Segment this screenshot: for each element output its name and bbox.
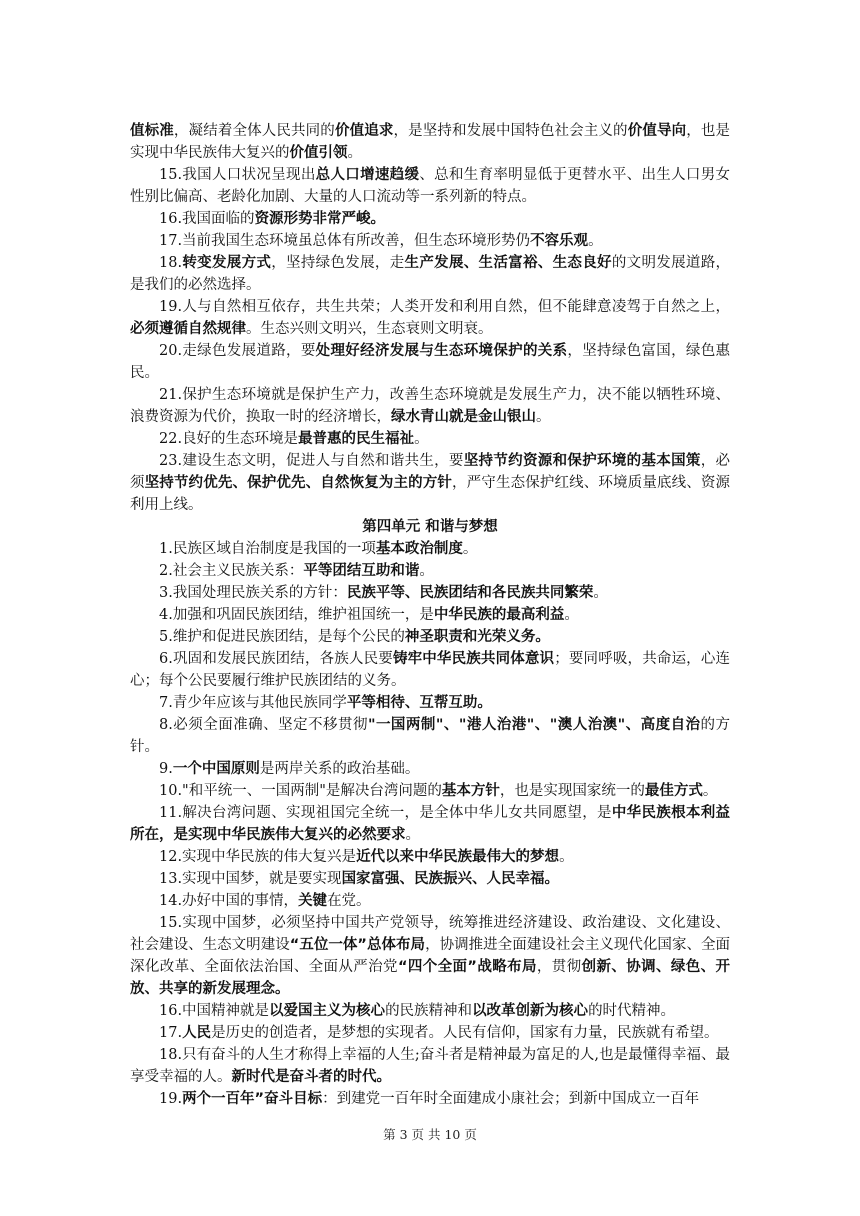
bold-text: 基本政治制度 bbox=[375, 541, 463, 557]
text-run: 22.良好的生态环境是 bbox=[159, 431, 299, 447]
text-run: 15.实现中国梦，必须坚持中国共产党领导，统筹推进经济建设、政治建设、文化建设、社会建设、生态文明建设 bbox=[130, 915, 730, 953]
paragraph bbox=[130, 846, 730, 868]
paragraph bbox=[130, 780, 730, 802]
text-run: ，也是实现中华民族伟大复兴的 bbox=[130, 123, 731, 161]
text-run: 9. bbox=[159, 761, 173, 777]
paragraph bbox=[130, 120, 730, 164]
text-run: 是两岸关系的政治基础。 bbox=[259, 761, 420, 777]
paragraph bbox=[130, 1000, 730, 1022]
text-run: ，严守生态保护红线、环境质量底线、资源利用上线。 bbox=[130, 475, 731, 513]
text-run: 2.社会主义民族关系： bbox=[159, 563, 304, 579]
section-heading bbox=[130, 516, 730, 538]
text-run: 14.办好中国的事情， bbox=[159, 893, 299, 909]
text-run: 16.我国面临的 bbox=[159, 211, 255, 227]
bold-text: 以爱国主义为核心 bbox=[269, 1003, 386, 1019]
text-run: 。 bbox=[564, 607, 579, 623]
text-run: 5.维护和促进民族团结，是每个公民的 bbox=[159, 629, 405, 645]
bold-text: “五位一体”总体布局 bbox=[289, 937, 426, 953]
bold-text: 平等相待、互帮互助。 bbox=[346, 695, 492, 711]
text-run: 18.只有奋斗的人生才称得上幸福的人生;奋斗者是精神最为富足的人,也是最懂得幸福、最享受幸福的人。 bbox=[130, 1047, 730, 1085]
text-run: 。 bbox=[414, 431, 429, 447]
text-run: 4.加强和巩固民族团结，维护祖国统一，是 bbox=[159, 607, 434, 623]
text-run: ，必须 bbox=[130, 453, 731, 491]
text-run: 。 bbox=[588, 233, 603, 249]
text-run: 。 bbox=[593, 585, 608, 601]
paragraph bbox=[130, 890, 730, 912]
bold-text: 坚持节约资源和保护环境的基本国策 bbox=[463, 453, 701, 469]
text-run: 8.必须全面准确、坚定不移贯彻 bbox=[159, 717, 368, 733]
text-run: 19.人与自然相互依存，共生共荣；人类开发和利用自然，但不能肆意凌驾于自然之上， bbox=[159, 299, 730, 315]
paragraph bbox=[130, 648, 730, 692]
bold-text: 基本方针 bbox=[441, 783, 500, 799]
text-run: 是历史的创造者，是梦想的实现者。人民有信仰，国家有力量，民族就有希望。 bbox=[211, 1025, 719, 1041]
paragraph bbox=[130, 560, 730, 582]
bold-text: 最佳方式 bbox=[644, 783, 703, 799]
paragraph bbox=[130, 626, 730, 648]
paragraph bbox=[130, 428, 730, 450]
paragraph bbox=[130, 164, 730, 208]
bold-text: 中华民族的最高利益 bbox=[433, 607, 565, 623]
text-run: ；要同呼吸，共命运，心连心；每个公民要履行维护民族团结的义务。 bbox=[130, 651, 730, 689]
text-run: ，贯彻 bbox=[536, 959, 582, 975]
bold-text: 生产发展、生活富裕、生态良好 bbox=[404, 255, 612, 271]
text-run: ，坚持绿色富国，绿色惠民。 bbox=[130, 343, 731, 381]
text-run: 12.实现中华民族的伟大复兴是 bbox=[159, 849, 357, 865]
bold-text: 不容乐观 bbox=[530, 233, 589, 249]
paragraph bbox=[130, 1022, 730, 1044]
bold-text: 值标准 bbox=[130, 123, 174, 139]
bold-text: 平等团结互助和谐 bbox=[303, 563, 420, 579]
text-run: 。 bbox=[405, 827, 420, 843]
paragraph bbox=[130, 230, 730, 252]
bold-text: 人民 bbox=[182, 1025, 212, 1041]
paragraph bbox=[130, 758, 730, 780]
text-run: 19. bbox=[159, 1091, 183, 1107]
text-run: ，协调推进全面建设社会主义现代化国家、全面深化改革、全面依法治国、全面从严治党 bbox=[130, 937, 731, 975]
text-run: 的民族精神和 bbox=[385, 1003, 473, 1019]
paragraph bbox=[130, 912, 730, 1000]
text-run: ，凝结着全体人民共同的 bbox=[173, 123, 335, 139]
text-run: 。 bbox=[347, 145, 362, 161]
paragraph bbox=[130, 208, 730, 230]
bold-text: 资源形势非常严峻。 bbox=[254, 211, 386, 227]
bold-text: 价值追求 bbox=[334, 123, 394, 139]
paragraph bbox=[130, 582, 730, 604]
text-run: 10."和平统一、一国两制"是解决台湾问题的 bbox=[159, 783, 442, 799]
bold-text: 最普惠的民生福祉 bbox=[298, 431, 415, 447]
text-run: 17. bbox=[159, 1025, 183, 1041]
text-run: 21.保护生态环境就是保护生产力，改善生态环境就是发展生产力，决不能以牺牲环境、浪费资源为代价，换取一时的经济增长， bbox=[130, 387, 730, 425]
bold-text: 绿水青山就是金山银山 bbox=[391, 409, 536, 425]
text-run: ，是坚持和发展中国特色社会主义的 bbox=[393, 123, 628, 139]
bold-text: 新时代是奋斗者的时代。 bbox=[231, 1069, 391, 1085]
paragraph bbox=[130, 604, 730, 626]
text-run: 的时代精神。 bbox=[588, 1003, 676, 1019]
bold-text: 坚持节约优先、保护优先、自然恢复为主的方针 bbox=[144, 475, 453, 491]
document-body bbox=[130, 120, 730, 1110]
text-run: 18. bbox=[159, 255, 183, 271]
text-run: 、总和生育率明显低于更替水平、出生人口男女性别比偏高、老龄化加剧、大量的人口流动等一系列新的特点。 bbox=[130, 167, 731, 205]
bold-text: 价值导向 bbox=[627, 123, 687, 139]
text-run: ：到建党一百年时全面建成小康社会；到新中国成立一百年 bbox=[322, 1091, 700, 1107]
text-run: 11.解决台湾问题、实现祖国完全统一，是全体中华儿女共同愿望，是 bbox=[159, 805, 612, 821]
text-run: 在党。 bbox=[327, 893, 371, 909]
text-run: 6.巩固和发展民族团结，各族人民要 bbox=[159, 651, 393, 667]
text-run: 7.青少年应该与其他民族同学 bbox=[159, 695, 347, 711]
text-run: 3.我国处理民族关系的方针： bbox=[159, 585, 347, 601]
text-run: 的方针。 bbox=[130, 717, 731, 755]
bold-text: 近代以来中华民族最伟大的梦想 bbox=[356, 849, 560, 865]
text-run: 15.我国人口状况呈现出 bbox=[159, 167, 316, 183]
bold-text: 中华民族根本利益所在，是实现中华民族伟大复兴的必然要求 bbox=[130, 805, 731, 843]
text-run: 17.当前我国生态环境虽总体有所改善，但生态环境形势仍 bbox=[159, 233, 531, 249]
paragraph bbox=[130, 450, 730, 516]
paragraph bbox=[130, 868, 730, 890]
paragraph bbox=[130, 384, 730, 428]
text-run: 。 bbox=[462, 541, 478, 557]
text-run: 。 bbox=[536, 409, 551, 425]
bold-text: 神圣职责和光荣义务。 bbox=[404, 629, 550, 645]
paragraph bbox=[130, 692, 730, 714]
bold-text: 创新、协调、绿色、开放、共享的新发展理念。 bbox=[130, 959, 731, 997]
bold-text: "一国两制"、"港人治港"、"澳人治澳"、高度自治 bbox=[367, 717, 701, 733]
paragraph bbox=[130, 538, 730, 560]
text-run: 。生态兴则文明兴，生态衰则文明衰。 bbox=[246, 321, 493, 337]
text-run: 。 bbox=[419, 563, 434, 579]
paragraph bbox=[130, 1044, 730, 1088]
text-run: 13.实现中国梦，就是要实现 bbox=[159, 871, 342, 887]
text-run: 。 bbox=[702, 783, 718, 799]
bold-text: 总人口增速趋缓 bbox=[315, 167, 420, 183]
text-run: 20.走绿色发展道路，要 bbox=[159, 343, 316, 359]
text-run: ，也是实现国家统一的 bbox=[499, 783, 645, 799]
paragraph bbox=[130, 252, 730, 296]
bold-text: 铸牢中华民族共同体意识 bbox=[392, 651, 555, 667]
bold-text: 战略布局 bbox=[476, 959, 537, 975]
bold-text: 价值引领 bbox=[289, 145, 348, 161]
text-run: ，坚持绿色发展，走 bbox=[271, 255, 405, 271]
text-run: 第四单元 和谐与梦想 bbox=[362, 519, 498, 535]
bold-text: 以改革创新为核心 bbox=[472, 1003, 589, 1019]
bold-text: 两个一百年”奋斗目标 bbox=[182, 1091, 323, 1107]
text-run: 16.中国精神就是 bbox=[159, 1003, 270, 1019]
bold-text: 关键 bbox=[298, 893, 328, 909]
text-run: 。 bbox=[559, 849, 574, 865]
paragraph bbox=[130, 296, 730, 340]
paragraph bbox=[130, 340, 730, 384]
paragraph bbox=[130, 1088, 730, 1110]
bold-text: 一个中国原则 bbox=[172, 761, 260, 777]
bold-text: 必须遵循自然规律 bbox=[130, 321, 246, 337]
text-run: 23.建设生态文明，促进人与自然和谐共生，要 bbox=[159, 453, 464, 469]
page-footer: 第 3 页 共 10 页 bbox=[383, 1127, 477, 1142]
bold-text: “四个全面” bbox=[397, 959, 477, 975]
text-run: 1.民族区域自治制度是我国的一项 bbox=[159, 541, 376, 557]
bold-text: 民族平等、民族团结和各民族共同繁荣 bbox=[346, 585, 594, 601]
text-run: 的文明发展道路，是我们的必然选择。 bbox=[130, 255, 731, 293]
paragraph bbox=[130, 714, 730, 758]
bold-text: 处理好经济发展与生态环境保护的关系 bbox=[315, 343, 568, 359]
bold-text: 国家富强、民族振兴、人民幸福。 bbox=[341, 871, 560, 887]
paragraph bbox=[130, 802, 730, 846]
bold-text: 转变发展方式 bbox=[182, 255, 272, 271]
